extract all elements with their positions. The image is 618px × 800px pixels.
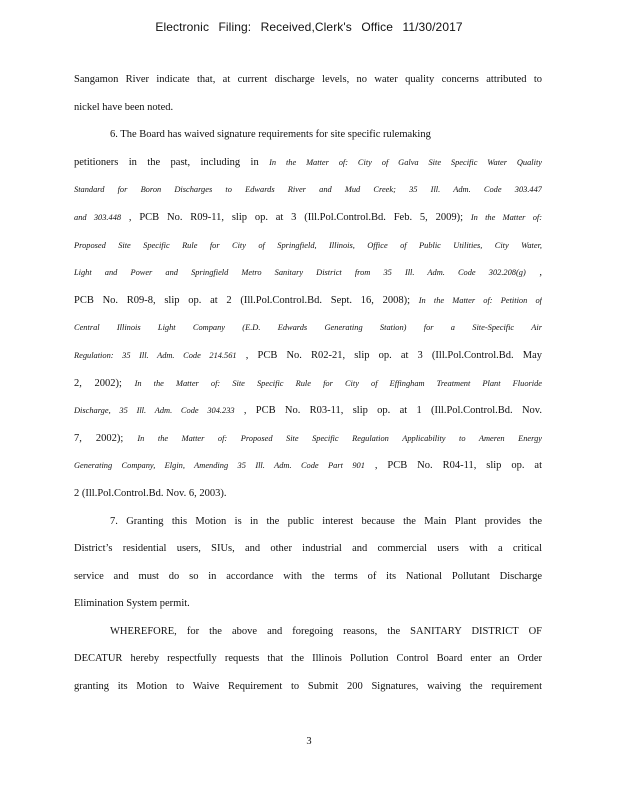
text-run: Elimination System permit.: [74, 598, 190, 610]
text-run: petitioners in the past, including in: [74, 156, 270, 168]
text-line: [74, 567, 542, 595]
text-run: , PCB No. R04-11, slip op. at: [364, 460, 542, 472]
text-line: [74, 512, 542, 540]
italic-citation: In the Matter of: Site Specific Rule for City of Effingham Treatment Plant Fluoride: [134, 378, 542, 388]
text-run: , PCB No. R09-11, slip op. at 3 (Ill.Pol.Control.Bd. Feb. 5, 2009);: [121, 211, 471, 223]
text-run: , PCB No. R03-11, slip op. at 1 (Ill.Pol.Control.Bd. Nov.: [234, 405, 542, 417]
text-line: [74, 70, 542, 98]
italic-citation: Regulation: 35 Ill. Adm. Code 214.561: [74, 350, 237, 360]
text-line: [74, 263, 542, 291]
italic-citation: In the Matter of: Proposed Site Specific Regulation Applicability to Ameren Energy: [137, 433, 542, 443]
text-line: [74, 208, 542, 236]
text-line: [74, 484, 542, 512]
text-line: [74, 318, 542, 346]
text-run: , PCB No. R02-21, slip op. at 3 (Ill.Pol.Control.Bd. May: [236, 349, 542, 361]
text-run: granting its Motion to Waive Requirement to Submit 200 Signatures, waiving the requirement: [74, 681, 542, 693]
text-line: [74, 180, 542, 208]
text-run: service and must do so in accordance with the terms of its National Pollutant Discharge: [74, 570, 542, 582]
text-run: Sangamon River indicate that, at current discharge levels, no water quality concerns attributed to: [74, 74, 542, 85]
italic-citation: Proposed Site Specific Rule for City of Springfield, Illinois, Office of Public Utilities, City Water,: [74, 240, 542, 250]
text-run: 2 (Ill.Pol.Control.Bd. Nov. 6, 2003).: [74, 487, 227, 499]
italic-citation: and 303.448: [74, 212, 122, 222]
italic-citation: Light and Power and Springfield Metro Sanitary District from 35 Ill. Adm. Code 302.208(g): [74, 268, 526, 278]
text-line: [74, 594, 542, 622]
text-run: 7, 2002);: [74, 432, 138, 444]
text-run: ,: [525, 267, 542, 279]
italic-citation: In the Matter of: City of Galva Site Specific Water Quality: [269, 157, 542, 167]
italic-citation: In the Matter of:: [470, 212, 542, 222]
text-line: [74, 677, 542, 705]
text-line: [74, 622, 542, 650]
text-run: 2, 2002);: [74, 377, 135, 389]
italic-citation: In the Matter of: Petition of: [418, 295, 542, 305]
text-line: [74, 401, 542, 429]
text-run: District’s residential users, SIUs, and other industrial and commercial users with a critical: [74, 543, 542, 555]
italic-citation: Standard for Boron Discharges to Edwards River and Mud Creek; 35 Ill. Adm. Code 303.447: [74, 185, 542, 195]
italic-citation: Generating Company, Elgin, Amending 35 Ill. Adm. Code Part 901: [74, 461, 365, 471]
filing-header: Electronic Filing: Received,Clerk's Office 11/30/2017: [155, 20, 463, 34]
text-line: [74, 236, 542, 264]
text-line: [74, 98, 542, 126]
page-number: 3: [306, 736, 312, 747]
document-body: [74, 70, 542, 705]
text-line: [74, 346, 542, 374]
text-line: [74, 539, 542, 567]
text-run: 7. Granting this Motion is in the public interest because the Main Plant provides the: [110, 515, 542, 527]
text-line: [74, 153, 542, 181]
text-line: [74, 456, 542, 484]
text-run: DECATUR hereby respectfully requests that the Illinois Pollution Control Board enter an Order: [74, 653, 542, 665]
text-line: [74, 125, 542, 153]
text-line: [74, 374, 542, 402]
text-run: nickel have been noted.: [74, 101, 174, 113]
text-line: [74, 649, 542, 677]
text-line: [74, 291, 542, 319]
text-run: 6. The Board has waived signature requirements for site specific rulemaking: [110, 129, 431, 141]
italic-citation: Central Illinois Light Company (E.D. Edwards Generating Station) for a Site-Specific Air: [74, 323, 542, 333]
italic-citation: Discharge, 35 Ill. Adm. Code 304.233: [74, 406, 235, 416]
text-line: [74, 429, 542, 457]
text-run: WHEREFORE, for the above and foregoing reasons, the SANITARY DISTRICT OF: [110, 625, 542, 637]
text-run: PCB No. R09-8, slip op. at 2 (Ill.Pol.Control.Bd. Sept. 16, 2008);: [74, 294, 419, 306]
